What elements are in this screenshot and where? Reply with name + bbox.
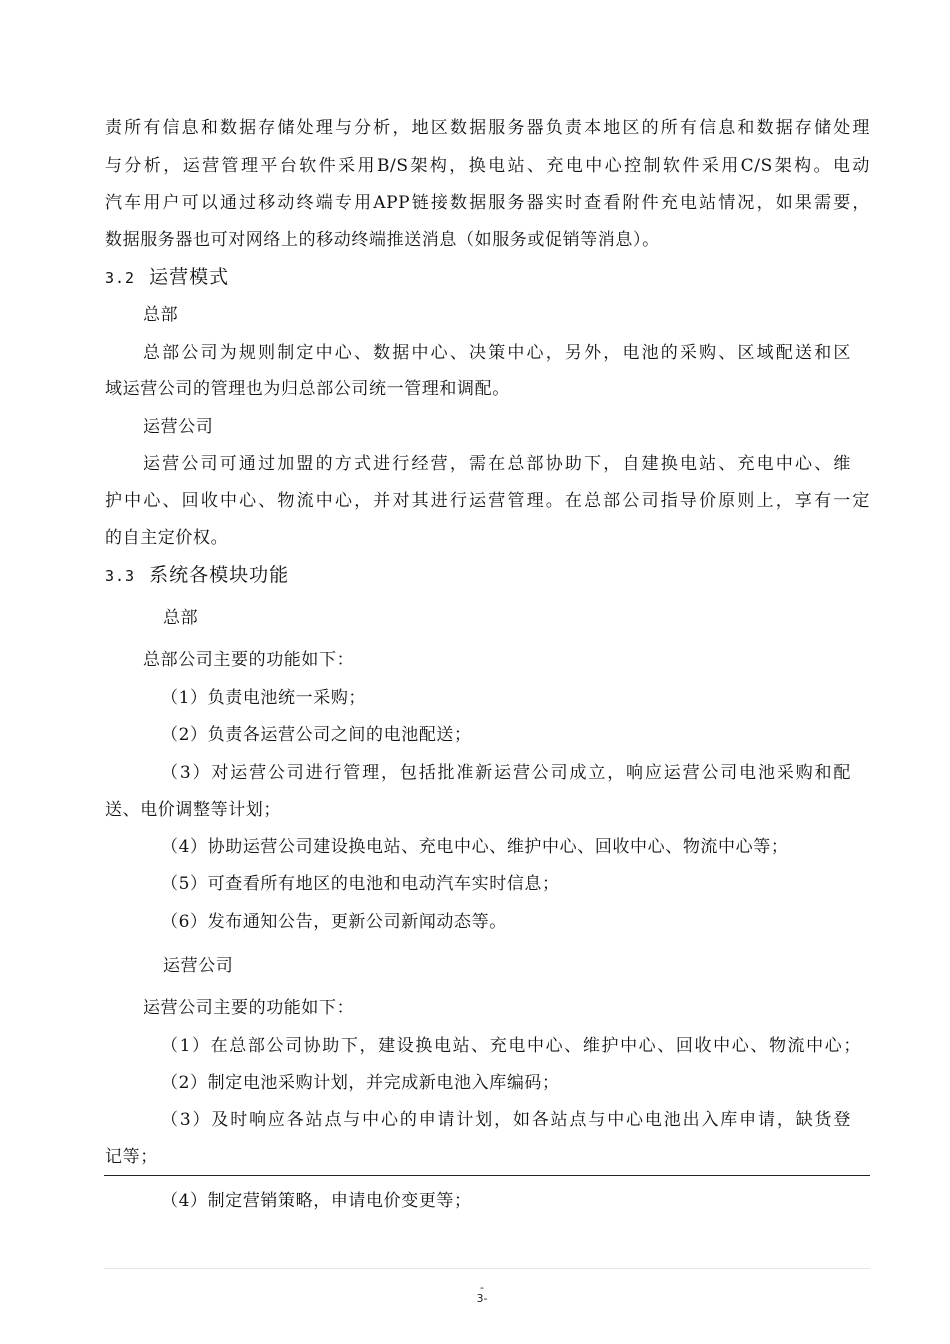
subheading-operator: 运营公司 bbox=[163, 956, 234, 976]
section-number: 3.3 bbox=[105, 567, 136, 585]
subheading-hq: 总部 bbox=[163, 608, 199, 628]
list-item: （6）发布通知公告，更新公司新闻动态等。 bbox=[161, 912, 507, 932]
paragraph-line: 运营公司可通过加盟的方式进行经营，需在总部协助下，自建换电站、充电中心、维 bbox=[143, 454, 851, 474]
list-intro: 总部公司主要的功能如下： bbox=[143, 650, 355, 670]
paragraph-line: 护中心、回收中心、物流中心，并对其进行运营管理。在总部公司指导价原则上，享有一定 bbox=[105, 491, 870, 511]
list-item: （1）在总部公司协助下，建设换电站、充电中心、维护中心、回收中心、物流中心； bbox=[161, 1036, 861, 1056]
paragraph-line: 域运营公司的管理也为归总部公司统一管理和调配。 bbox=[105, 379, 510, 399]
list-item: （3）及时响应各站点与中心的申请计划，如各站点与中心电池出入库申请，缺货登 bbox=[161, 1110, 851, 1130]
list-item: （1）负责电池统一采购； bbox=[161, 688, 367, 708]
section-heading-3-3 bbox=[105, 563, 870, 588]
section-title: 系统各模块功能 bbox=[149, 564, 290, 586]
page-break-rule bbox=[104, 1175, 870, 1176]
list-item-continuation: 送、电价调整等计划； bbox=[105, 800, 281, 820]
footer-divider bbox=[104, 1268, 870, 1269]
paragraph-line: 汽车用户可以通过移动终端专用APP链接数据服务器实时查看附件充电站情况，如果需要， bbox=[105, 193, 870, 213]
page-number-text: 3- bbox=[476, 1292, 488, 1305]
list-item: （2）负责各运营公司之间的电池配送； bbox=[161, 725, 472, 745]
section-heading-3-2 bbox=[105, 265, 870, 290]
list-intro: 运营公司主要的功能如下： bbox=[143, 998, 355, 1018]
list-item: （3）对运营公司进行管理，包括批准新运营公司成立，响应运营公司电池采购和配 bbox=[161, 763, 851, 783]
list-item-continuation: 记等； bbox=[105, 1147, 158, 1167]
list-item: （4）制定营销策略，申请电价变更等； bbox=[161, 1191, 472, 1211]
section-title: 运营模式 bbox=[149, 266, 230, 288]
subheading-hq: 总部 bbox=[143, 305, 179, 325]
list-item: （4）协助运营公司建设换电站、充电中心、维护中心、回收中心、物流中心等； bbox=[161, 837, 789, 857]
paragraph-line: 数据服务器也可对网络上的移动终端推送消息（如服务或促销等消息）。 bbox=[105, 230, 660, 250]
paragraph-line: 责所有信息和数据存储处理与分析，地区数据服务器负责本地区的所有信息和数据存储处理 bbox=[105, 118, 870, 138]
paragraph-line: 总部公司为规则制定中心、数据中心、决策中心，另外，电池的采购、区域配送和区 bbox=[143, 343, 851, 363]
subheading-operator: 运营公司 bbox=[143, 417, 214, 437]
page-number-dash: - bbox=[480, 1281, 484, 1294]
paragraph-line: 的自主定价权。 bbox=[105, 528, 229, 548]
list-item: （5）可查看所有地区的电池和电动汽车实时信息； bbox=[161, 874, 560, 894]
paragraph-line: 与分析，运营管理平台软件采用B/S架构，换电站、充电中心控制软件采用C/S架构。电动 bbox=[105, 156, 870, 176]
list-item: （2）制定电池采购计划，并完成新电池入库编码； bbox=[161, 1073, 560, 1093]
section-number: 3.2 bbox=[105, 269, 136, 287]
page-number bbox=[470, 1282, 494, 1304]
